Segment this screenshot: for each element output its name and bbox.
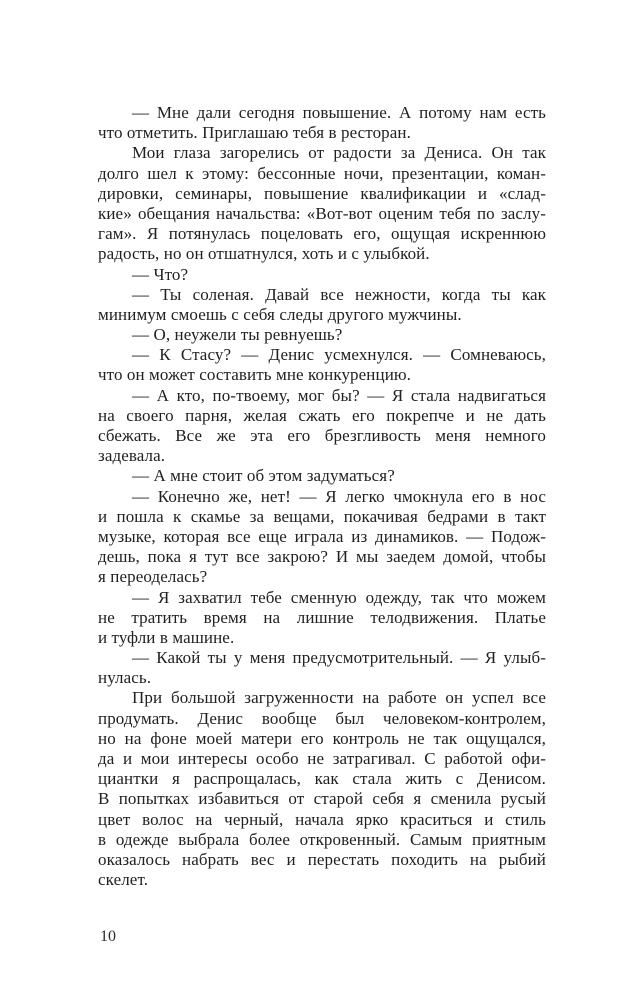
text-line: в одежде выбрала более откровенный. Самым приятным bbox=[98, 829, 546, 849]
text-line: и туфли в машине. bbox=[98, 627, 235, 647]
text-line: не тратить время на лишние телодвижения. Платье bbox=[98, 607, 546, 627]
text-line: — А кто, по-твоему, мог бы? — Я стала надвигаться bbox=[132, 385, 546, 405]
text-line: задевала. bbox=[98, 446, 166, 466]
text-line: — Какой ты у меня предусмотрительный. — Я улыб- bbox=[132, 648, 546, 668]
text-line: — Что? bbox=[132, 264, 189, 284]
text-line: При большой загруженности на работе он успел все bbox=[132, 688, 546, 708]
text-line: оказалось набрать вес и перестать походить на рыбий bbox=[98, 849, 546, 869]
text-line: но на фоне моей матери его контроль не так ощущался, bbox=[98, 728, 546, 748]
page-text bbox=[98, 103, 546, 890]
text-line: нулась. bbox=[98, 668, 152, 688]
text-line: — Ты соленая. Давай все нежности, когда ты как bbox=[132, 284, 546, 304]
text-line: я переоделась? bbox=[98, 567, 208, 587]
text-line: — О, неужели ты ревнуешь? bbox=[132, 325, 343, 345]
text-line: скелет. bbox=[98, 870, 149, 890]
text-line: на своего парня, желая сжать его покрепче и не дать bbox=[98, 405, 546, 425]
text-line: — Мне дали сегодня повышение. А потому нам есть bbox=[132, 103, 546, 122]
text-line: дешь, пока я тут все закрою? И мы заедем домой, чтобы bbox=[98, 547, 546, 567]
text-line: — А мне стоит об этом задуматься? bbox=[132, 466, 395, 486]
text-line: гам». Я потянулась поцеловать его, ощущая искреннюю bbox=[98, 224, 546, 244]
text-line: Мои глаза загорелись от радости за Дениса. Он так bbox=[132, 143, 546, 163]
text-line: цвет волос на черный, начала ярко краситься и стиль bbox=[98, 809, 546, 829]
text-line: кие» обещания начальства: «Вот-вот оценим тебя по заслу- bbox=[98, 203, 546, 223]
page-number: 10 bbox=[100, 928, 116, 945]
text-line: В попытках избавиться от старой себя я сменила русый bbox=[98, 789, 546, 809]
text-line: сбежать. Все же эта его брезгливость меня немного bbox=[98, 426, 546, 445]
text-line: минимум смоешь с себя следы другого мужчины. bbox=[98, 304, 462, 324]
text-line: радость, но он отшатнулся, хоть и с улыбкой. bbox=[98, 244, 430, 264]
text-line: долго шел к этому: бессонные ночи, презентации, коман- bbox=[98, 163, 546, 183]
text-line: что отметить. Приглашаю тебя в ресторан. bbox=[98, 123, 411, 143]
text-line: и пошла к скамье за вещами, покачивая бедрами в такт bbox=[98, 506, 546, 526]
text-line: да и мои интересы особо не затрагивал. С работой офи- bbox=[98, 749, 546, 768]
text-line: продумать. Денис вообще был человеком-контролем, bbox=[98, 708, 546, 728]
text-line: — Я захватил тебе сменную одежду, так что можем bbox=[132, 587, 546, 607]
text-line: — Конечно же, нет! — Я легко чмокнула его в нос bbox=[132, 486, 546, 506]
text-line: циантки я распрощалась, как стала жить с Денисом. bbox=[98, 769, 546, 789]
text-line: — К Стасу? — Денис усмехнулся. — Сомневаюсь, bbox=[132, 345, 546, 365]
text-line: что он может составить мне конкуренцию. bbox=[98, 365, 412, 385]
text-line: музыке, которая все еще играла из динамиков. — Подож- bbox=[98, 526, 546, 546]
text-line: дировки, семинары, повышение квалификации и «слад- bbox=[98, 183, 546, 203]
